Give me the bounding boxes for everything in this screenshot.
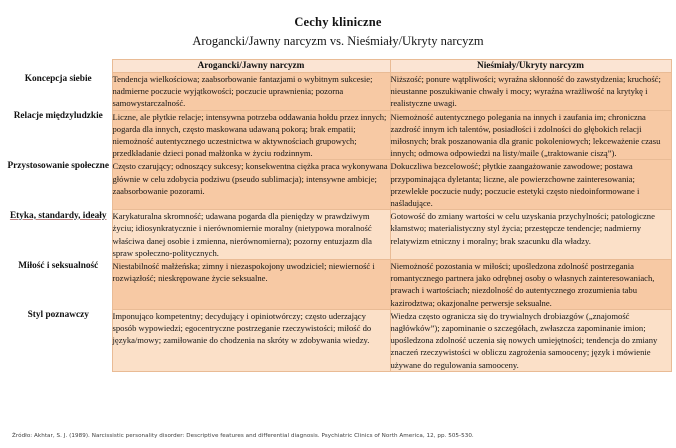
- table-row: [5, 73, 671, 111]
- row-label-relacje-miedzyludzkie: Relacje międzyludzkie: [5, 110, 112, 160]
- column-header-covert: Nieśmiały/Ukryty narcyzm: [390, 60, 671, 73]
- cell-przystosowanie-spoleczne-covert: Dokuczliwa bezcelowość; płytkie zaangażowanie zawodowe; postawa przypominająca dyletanta; liczne, ale powierzchowne zainteresowania; przewlekłe poczucie nudy; poczucie estetyki często niedoinformowane i naśladujące.: [390, 160, 671, 210]
- cell-milosc-i-seksualnosc-overt: Niestabilność małżeńska; zimny i niezaspokojony uwodziciel; niewierność i rozwiązłość; nieskrępowane życie seksualne.: [112, 260, 390, 310]
- cell-etyka-standardy-idealy-covert: Gotowość do zmiany wartości w celu uzyskania przychylności; patologiczne kłamstwo; materialistyczny styl życia; przestępcze tendencje; nadmierny relatywizm etniczny i moralny; brak szacunku dla władzy.: [390, 210, 671, 260]
- row-label-koncepcja-siebie: Koncepcja siebie: [5, 73, 112, 111]
- table-header-row: [5, 60, 671, 73]
- row-label-etyka-standardy-idealy: [5, 210, 112, 260]
- table-header: [5, 60, 671, 73]
- comparison-table-wrapper: [5, 59, 671, 372]
- table-row: [5, 309, 671, 371]
- cell-styl-poznawczy-covert: Wiedza często ogranicza się do trywialnych drobiazgów („znajomość nagłówków”); zapominanie o szczegółach, zwłaszcza zapominanie imion; upośledzona zdolność uczenia się nowych umiejętności; tendencja do zmiany znaczeń rzeczywistości w obliczu zagrożenia samooceny; język i mówienie używane do regulowania samooceny.: [390, 309, 671, 371]
- source-citation: Źródło: Akhtar, S. J. (1989). Narcissistic personality disorder: Descriptive features and differential diagnosis. Psychiatric Clinics of North America, 12, pp. 505-530.: [12, 433, 474, 439]
- table-row: [5, 210, 671, 260]
- cell-relacje-miedzyludzkie-covert: Niemożność autentycznego polegania na innych i zaufania im; chroniczna zazdrość innym ich talentów, posiadłości i zdolności do głębokich relacji miłosnych; brak poszanowania dla granic pokoleniowych; lekceważenie czasu innych; odmowa odpowiedzi na listy/maile („traktowanie ciszą”).: [390, 110, 671, 160]
- row-label-styl-poznawczy: Styl poznawczy: [5, 309, 112, 371]
- cell-styl-poznawczy-overt: Imponująco kompetentny; decydujący i opiniotwórczy; często uderzający sposób wypowiedzi; egocentryczne postrzeganie rzeczywistości; miłość do języka/mowy; zamiłowanie do chodzenia na skróty w zdobywania wiedzy.: [112, 309, 390, 371]
- cell-milosc-i-seksualnosc-covert: Niemożność pozostania w miłości; upośledzona zdolność postrzegania romantycznego partnera jako odrębnej osoby o własnych zainteresowaniach, prawach i wartościach; niezdolność do autentycznego zrozumienia tabu kazirodztwa; okazjonalne perwersje seksualne.: [390, 260, 671, 310]
- table-row: [5, 110, 671, 160]
- cell-przystosowanie-spoleczne-overt: Często czarujący; odnoszący sukcesy; konsekwentna ciężka praca wykonywana głównie w celu zdobycia podziwu (pseudo sublimacja); intensywne ambicje; zaabsorbowanie pozorami.: [112, 160, 390, 210]
- table-corner-cell: [5, 60, 112, 73]
- cell-etyka-standardy-idealy-overt: Karykaturalna skromność; udawana pogarda dla pieniędzy w prawdziwym życiu; idiosynkratycznie i nierównomiernie moralny (nietypowa moralność właściwa danej osobie i zmienna, nierównomierna); pozorny entuzjazm dla spraw społeczno-politycznych.: [112, 210, 390, 260]
- cell-koncepcja-siebie-overt: Tendencja wielkościowa; zaabsorbowanie fantazjami o wybitnym sukcesie; nadmierne poczucie wyjątkowości; poczucie uprawnienia; pozorna samowystarczalność.: [112, 73, 390, 111]
- page-title: Cechy kliniczne: [294, 15, 382, 29]
- cell-koncepcja-siebie-covert: Niższość; ponure wątpliwości; wyraźna skłonność do zawstydzenia; kruchość; nieustanne poszukiwanie chwały i mocy; wyraźna wrażliwość na krytykę i realistyczne uwagi.: [390, 73, 671, 111]
- row-label-text: Etyka, standardy, ideały: [9, 210, 107, 221]
- page-subtitle: Arogancki/Jawny narcyzm vs. Nieśmiały/Ukryty narcyzm: [192, 34, 484, 48]
- table-row: [5, 260, 671, 310]
- column-header-overt: Arogancki/Jawny narcyzm: [112, 60, 390, 73]
- table-body: [5, 73, 671, 372]
- row-label-przystosowanie-spoleczne: Przystosowanie społeczne: [5, 160, 112, 210]
- title-block: [0, 0, 676, 50]
- row-label-milosc-i-seksualnosc: Miłość i seksualność: [5, 260, 112, 310]
- table-row: [5, 160, 671, 210]
- cell-relacje-miedzyludzkie-overt: Liczne, ale płytkie relacje; intensywna potrzeba oddawania hołdu przez innych; pogarda dla innych, często maskowana udawaną pokorą; brak empatii; niemożność autentycznego uczestnictwa w aktywnościach grupowych; przedkładanie dzieci ponad małżonka w życiu rodzinnym.: [112, 110, 390, 160]
- comparison-table: [5, 59, 672, 372]
